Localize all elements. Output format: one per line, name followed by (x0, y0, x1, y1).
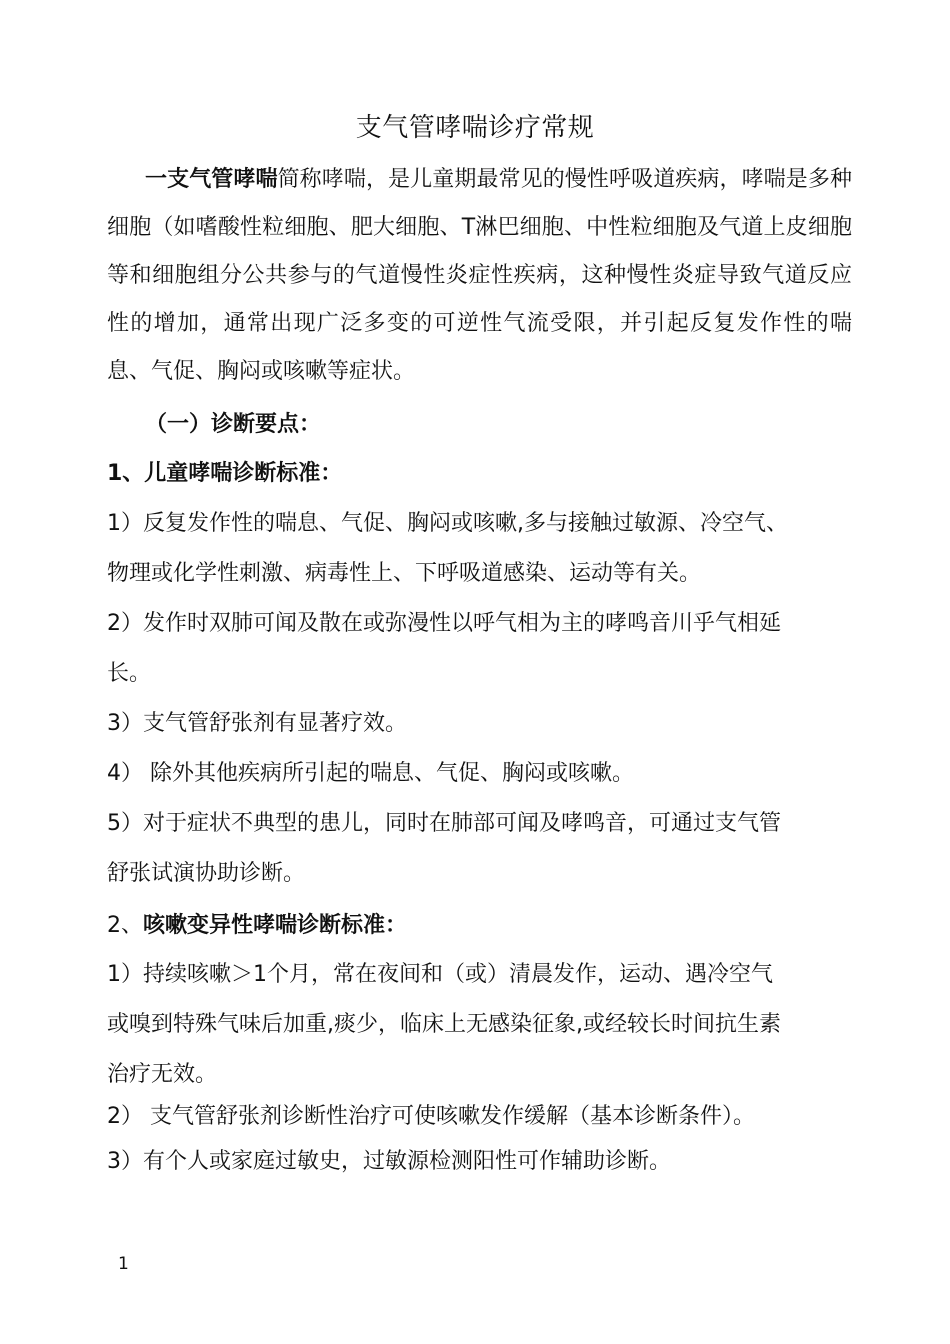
criteria-item-1-line-1: 1）反复发作性的喘息、气促、胸闷或咳嗽,多与接触过敏源、冷空气、 (107, 511, 788, 536)
section-heading-diagnosis: （一）诊断要点： (145, 412, 322, 437)
cva-item-3: 3）有个人或家庭过敏史，过敏源检测阳性可作辅助诊断。 (107, 1149, 671, 1174)
criteria-item-2-line-1: 2）发作时双肺可闻及散在或弥漫性以呼气相为主的哮鸣音川乎气相延 (107, 611, 781, 636)
subheading-cough-variant-asthma-criteria: 2、咳嗽变异性哮喘诊断标准： (107, 913, 408, 938)
criteria-item-2-line-2: 长。 (107, 661, 152, 686)
intro-lead-term: 一支气管哮喘 (145, 167, 278, 192)
criteria-item-3: 3）支气管舒张剂有显著疗效。 (107, 711, 407, 736)
subheading-child-asthma-criteria: 1、儿童哮喘诊断标准： (107, 461, 343, 486)
page-number: 1 (118, 1254, 129, 1274)
criteria-item-4: 4） 除外其他疾病所引起的喘息、气促、胸闷或咳嗽。 (107, 761, 634, 786)
cva-item-1-line-2: 或嗅到特殊气味后加重,痰少，临床上无感染征象,或经较长时间抗生素 (107, 1012, 781, 1037)
cva-item-1-line-3: 治疗无效。 (107, 1062, 218, 1087)
intro-text: 简称哮喘，是儿童期最常见的慢性呼吸道疾病，哮喘是多种细胞（如嗜酸性粒细胞、肥大细胞、T淋巴细胞、中性粒细胞及气道上皮细胞等和细胞组分公共参与的气道慢性炎症性疾病，这种慢性炎症导致气道反应性的增加，通常出现广泛多变的可逆性气流受限，并引起反复发作性的喘息、气促、胸闷或咳嗽等症状。 (107, 167, 852, 384)
criteria-item-1-line-2: 物理或化学性刺激、病毒性上、下呼吸道感染、运动等有关。 (107, 561, 702, 586)
document-title: 支气管哮喘诊疗常规 (355, 113, 595, 143)
criteria-item-5-line-1: 5）对于症状不典型的患儿，同时在肺部可闻及哮鸣音，可通过支气管 (107, 811, 781, 836)
cva-item-2: 2） 支气管舒张剂诊断性治疗可使咳嗽发作缓解（基本诊断条件）。 (107, 1104, 755, 1129)
intro-paragraph (107, 156, 852, 396)
cva-item-1-line-1: 1）持续咳嗽＞1个月，常在夜间和（或）清晨发作，运动、遇冷空气 (107, 962, 773, 987)
criteria-item-5-line-2: 舒张试演协助诊断。 (107, 861, 306, 886)
